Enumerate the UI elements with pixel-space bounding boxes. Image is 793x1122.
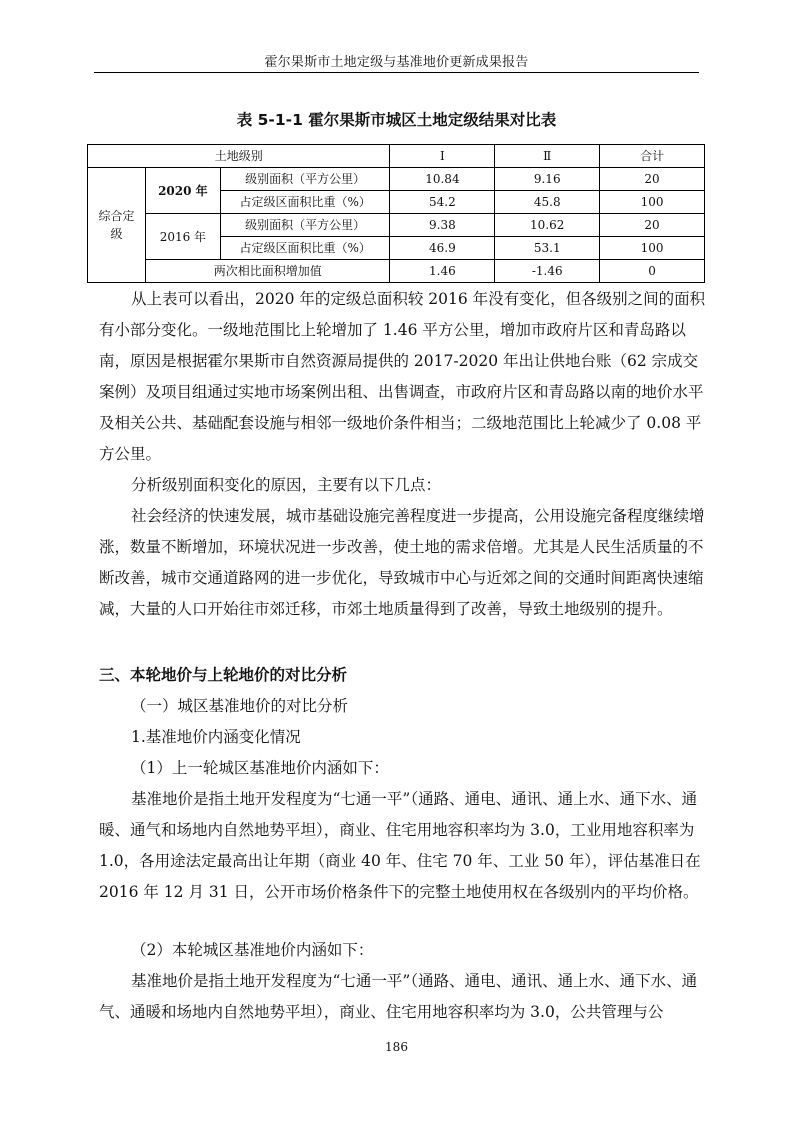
row-label: 级别面积（平方公里）	[220, 168, 390, 191]
cell: -1.46	[495, 260, 600, 283]
cell: 46.9	[390, 237, 495, 260]
subsection-heading-3: （1）上一轮城区基准地价内涵如下：	[131, 759, 389, 777]
table-row	[88, 168, 705, 191]
running-header: 霍尔果斯市土地定级与基准地价更新成果报告	[264, 55, 529, 70]
cell: 20	[600, 214, 705, 237]
header-rule	[94, 72, 699, 73]
header-grade-2: Ⅱ	[495, 145, 600, 168]
table-title: 表 5-1-1 霍尔果斯市城区土地定级结果对比表	[236, 111, 557, 129]
cell: 1.46	[390, 260, 495, 283]
table-header-row	[88, 145, 705, 168]
paragraph-1: 从上表可以看出，2020 年的定级总面积较 2016 年没有变化，但各级别之间的面积有小部分变化。一级地范围比上轮增加了 1.46 平方公里，增加市政府片区和青岛路以南，原因是根据霍尔果斯市自然资源局提供的 2017-2020 年出让供地台账（62 宗成交案例）及项目组通过实地市场案例出租、出售调查，市政府片区和青岛路以南的地价水平及相关公共、基础配套设施与相邻一级地价条件相当；二级地范围比上轮减少了 0.08 平方公里。	[99, 290, 706, 463]
table-row	[88, 260, 705, 283]
subsection-heading-2: 1.基准地价内涵变化情况	[131, 728, 301, 746]
header-total: 合计	[600, 145, 705, 168]
subsection-heading-4: （2）本轮城区基准地价内涵如下：	[131, 941, 374, 959]
paragraph-5: 基准地价是指土地开发程度为“七通一平”（通路、通电、通讯、通上水、通下水、通气、通暖和场地内自然地势平坦），商业、住宅用地容积率均为 3.0，公共管理与公	[99, 972, 698, 1021]
row-label: 两次相比面积增加值	[145, 260, 390, 283]
table-row	[88, 214, 705, 237]
header-level: 土地级别	[88, 145, 390, 168]
row-label: 占定级区面积比重（%）	[220, 191, 390, 214]
row-label: 占定级区面积比重（%）	[220, 237, 390, 260]
cell: 9.38	[390, 214, 495, 237]
cell: 9.16	[495, 168, 600, 191]
cell: 54.2	[390, 191, 495, 214]
header-grade-1: Ⅰ	[390, 145, 495, 168]
year-2016: 2016 年	[145, 214, 220, 260]
comparison-table	[87, 144, 705, 283]
paragraph-3: 社会经济的快速发展，城市基础设施完善程度进一步提高，公用设施完备程度继续增涨，数量不断增加，环境状况进一步改善，使土地的需求倍增。尤其是人民生活质量的不断改善，城市交通道路网的进一步优化，导致城市中心与近郊之间的交通时间距离快速缩减，大量的人口开始往市郊迁移，市郊土地质量得到了改善，导致土地级别的提升。	[99, 507, 705, 618]
paragraph-4: 基准地价是指土地开发程度为“七通一平”（通路、通电、通讯、通上水、通下水、通暖、通气和场地内自然地势平坦），商业、住宅用地容积率均为 3.0，工业用地容积率为 1.0，各用途法定最高出让年期（商业 40 年、住宅 70 年、工业 50 年），评估基准日在 2016 年 12 月 31 日，公开市场价格条件下的完整土地使用权在各级别内的平均价格。	[99, 790, 701, 901]
cell: 0	[600, 260, 705, 283]
cell: 20	[600, 168, 705, 191]
cell: 53.1	[495, 237, 600, 260]
cell: 45.8	[495, 191, 600, 214]
row-label: 级别面积（平方公里）	[220, 214, 390, 237]
cell: 100	[600, 237, 705, 260]
cell: 10.84	[390, 168, 495, 191]
paragraph-2: 分析级别面积变化的原因，主要有以下几点：	[131, 476, 442, 494]
cell: 100	[600, 191, 705, 214]
group-label: 综合定级	[88, 168, 146, 283]
section-heading: 三、本轮地价与上轮地价的对比分析	[99, 666, 348, 684]
subsection-heading: （一）城区基准地价的对比分析	[131, 697, 349, 715]
cell: 10.62	[495, 214, 600, 237]
page-number: 186	[385, 1040, 408, 1054]
year-2020: 2020 年	[145, 168, 220, 214]
